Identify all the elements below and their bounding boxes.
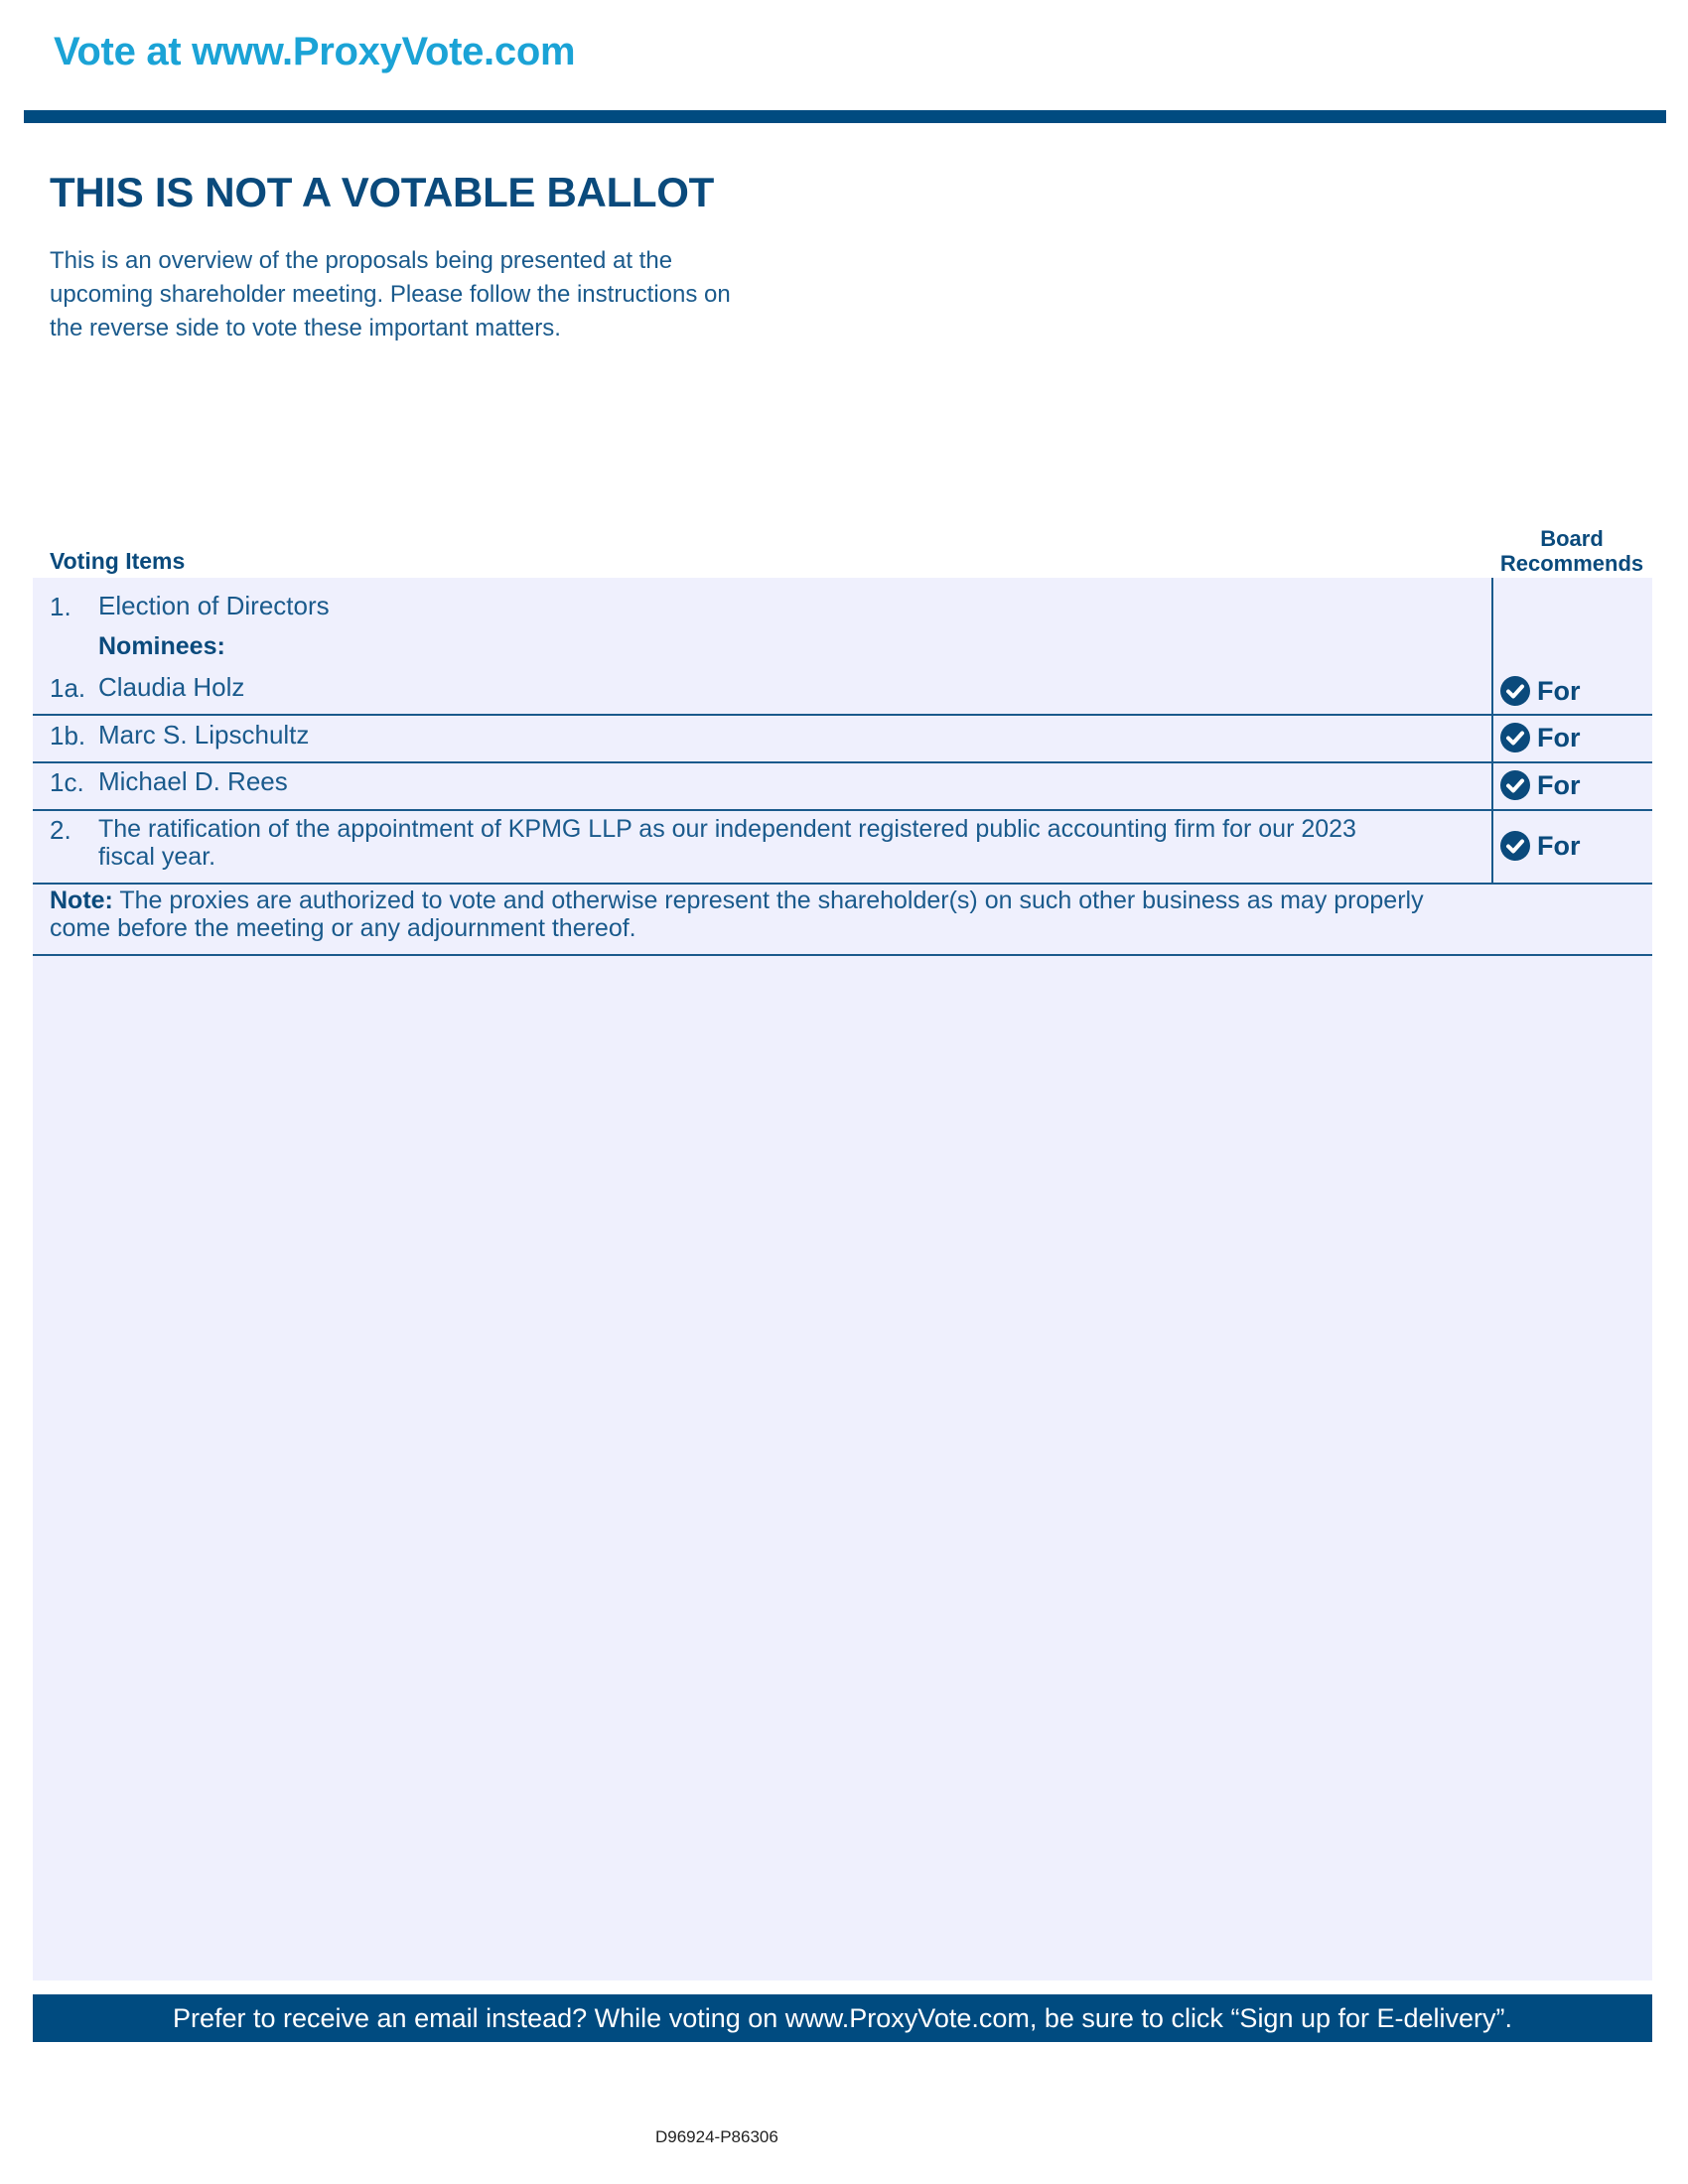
recommendation-label: For <box>1537 675 1581 706</box>
header-divider <box>24 110 1666 123</box>
page-title: THIS IS NOT A VOTABLE BALLOT <box>50 169 715 215</box>
recommendation-1b <box>1499 722 1581 753</box>
item-number: 1b. <box>50 721 86 751</box>
check-circle-icon <box>1499 722 1531 753</box>
row-divider <box>33 714 1652 716</box>
check-circle-icon <box>1499 675 1531 707</box>
item-text-line: fiscal year. <box>98 843 216 871</box>
nominee-name: Claudia Holz <box>98 672 245 702</box>
nominee-name: Marc S. Lipschultz <box>98 720 310 750</box>
intro-paragraph <box>50 244 864 345</box>
recommendation-1c <box>1499 769 1581 801</box>
recommendation-label: For <box>1537 722 1581 752</box>
document-code: D96924-P86306 <box>655 2127 778 2146</box>
recommendation-label: For <box>1537 769 1581 800</box>
intro-line: the reverse side to vote these important matters. <box>50 315 561 341</box>
intro-line: This is an overview of the proposals being presented at the <box>50 247 673 274</box>
column-header-board-recommends <box>1489 526 1654 576</box>
item-number: 2. <box>50 815 71 845</box>
recommendation-2 <box>1499 830 1581 862</box>
note-text <box>50 887 1489 942</box>
nominee-name: Michael D. Rees <box>98 766 288 796</box>
item-text <box>98 815 1483 871</box>
item-number: 1a. <box>50 673 86 703</box>
item-text: Election of Directors <box>98 591 330 620</box>
item-number: 1. <box>50 592 71 621</box>
recommendation-1a <box>1499 675 1581 707</box>
column-divider <box>1491 578 1493 883</box>
item-number: 1c. <box>50 767 84 797</box>
row-divider <box>33 761 1652 763</box>
row-divider <box>33 809 1652 811</box>
row-divider <box>33 883 1652 885</box>
site-title: Vote at www.ProxyVote.com <box>54 30 576 73</box>
check-circle-icon <box>1499 830 1531 862</box>
note-label: Note: <box>50 887 113 914</box>
row-divider <box>33 954 1652 956</box>
item-text-line: The ratification of the appointment of KPMG LLP as our independent registered public accounting firm for our 2023 <box>98 815 1356 843</box>
column-header-voting-items: Voting Items <box>50 548 186 574</box>
note-line: The proxies are authorized to vote and otherwise represent the shareholder(s) on such other business as may properly <box>112 887 1424 914</box>
intro-line: upcoming shareholder meeting. Please follow the instructions on <box>50 281 731 308</box>
recommendation-label: For <box>1537 830 1581 861</box>
check-circle-icon <box>1499 769 1531 801</box>
recommends-label: Recommends <box>1499 551 1644 576</box>
board-label: Board <box>1540 526 1604 551</box>
edelivery-banner: Prefer to receive an email instead? While voting on www.ProxyVote.com, be sure to click “Sign up for E-delivery”. <box>33 1994 1652 2042</box>
note-line: come before the meeting or any adjournment thereof. <box>50 914 636 942</box>
nominees-label: Nominees: <box>98 632 225 660</box>
